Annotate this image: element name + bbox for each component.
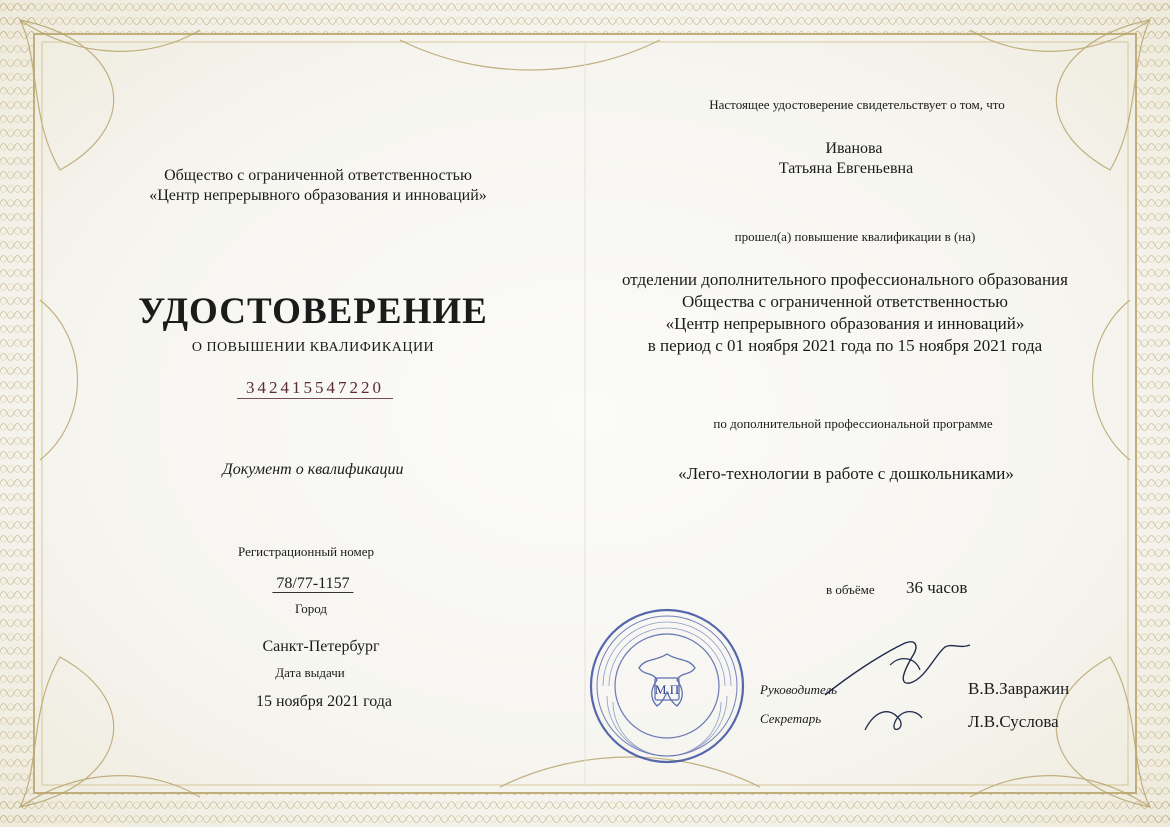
head-name: В.В.Завражин: [968, 679, 1070, 698]
intro-text: Настоящее удостоверение свидетельствует о том, что: [709, 97, 1005, 112]
org-line-2: «Центр непрерывного образования и инноваций»: [149, 187, 487, 204]
document-type: Документ о квалификации: [222, 461, 404, 478]
recipient-surname: Иванова: [825, 140, 883, 157]
secretary-name: Л.В.Суслова: [968, 712, 1059, 731]
org-line-1: Общество с ограниченной ответственностью: [164, 167, 472, 184]
registration-number-value: 78/77-1157: [272, 575, 353, 593]
issue-date-label: Дата выдачи: [275, 665, 345, 680]
registration-number: [272, 575, 353, 593]
registration-label: Регистрационный номер: [238, 544, 374, 559]
place-line-4: в период с 01 ноября 2021 года по 15 ноября 2021 года: [647, 336, 1043, 355]
city-value: Санкт-Петербург: [262, 638, 380, 655]
recipient-given-names: Татьяна Евгеньевна: [778, 160, 914, 177]
document-title: УДОСТОВЕРЕНИЕ: [138, 291, 488, 332]
serial-number: 342415547220: [246, 378, 384, 397]
program-name: «Лего-технологии в работе с дошкольниками»: [678, 464, 1014, 483]
secretary-label: Секретарь: [760, 711, 822, 726]
place-line-3: «Центр непрерывного образования и инноваций»: [665, 314, 1025, 333]
place-line-2: Общества с ограниченной ответственностью: [681, 292, 1009, 311]
stamp-center-text: М.П: [654, 682, 680, 697]
city-label: Город: [294, 601, 328, 616]
secretary-signature: [860, 700, 930, 740]
organization-stamp: [587, 606, 747, 766]
volume-value: 36 часов: [906, 578, 968, 597]
program-label: по дополнительной профессиональной программе: [713, 416, 993, 431]
passed-text: прошел(а) повышение квалификации в (на): [734, 229, 976, 244]
head-signature: [820, 635, 980, 705]
volume-label: в объёме: [826, 582, 875, 597]
document-subtitle: О ПОВЫШЕНИИ КВАЛИФИКАЦИИ: [191, 340, 435, 355]
head-label: Руководитель: [760, 682, 838, 697]
place-line-1: отделении дополнительного профессионального образования: [622, 270, 1068, 289]
issue-date-value: 15 ноября 2021 года: [255, 693, 393, 710]
serial-underline: [237, 398, 393, 399]
